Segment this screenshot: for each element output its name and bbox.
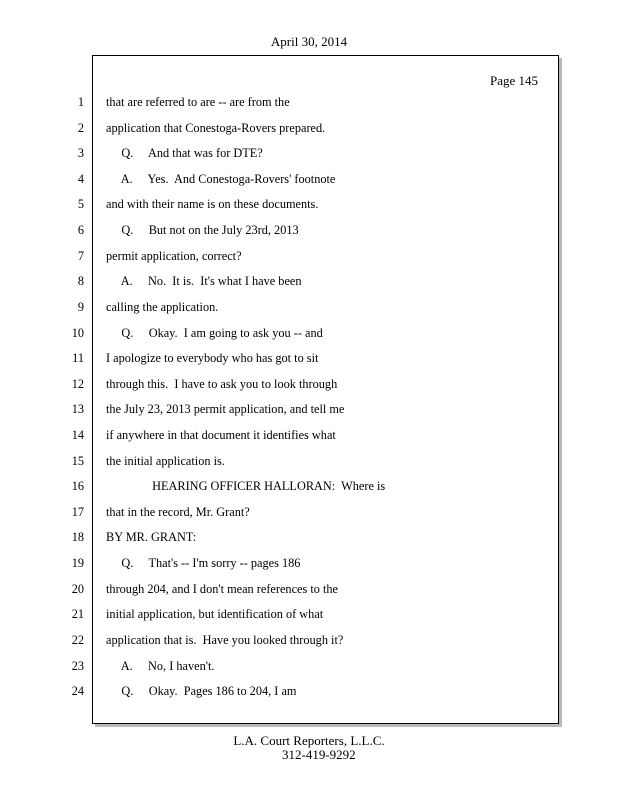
line-text: A. No. It is. It's what I have been [106,274,302,288]
line-number: 12 [71,377,84,391]
transcript-line [0,399,618,419]
transcript-line [0,502,618,522]
line-number: 6 [77,223,84,237]
line-text: I apologize to everybody who has got to sit [106,351,319,365]
line-text: through 204, and I don't mean references to the [106,582,339,596]
line-number: 4 [77,172,84,186]
line-number: 1 [77,95,84,109]
line-text: Q. But not on the July 23rd, 2013 [106,223,299,237]
line-number: 15 [71,454,84,468]
transcript-line [0,476,618,496]
line-text: A. No, I haven't. [106,659,215,673]
line-text: if anywhere in that document it identifies what [106,428,336,442]
transcript-line [0,246,618,266]
transcript-line [0,579,618,599]
line-number: 24 [71,684,84,698]
line-text: HEARING OFFICER HALLORAN: Where is [106,479,386,493]
transcript-line [0,220,618,240]
line-text: and with their name is on these documents. [106,197,319,211]
transcript-line [0,630,618,650]
line-number: 22 [71,633,84,647]
line-number: 16 [71,479,84,493]
line-text: BY MR. GRANT: [106,530,197,544]
transcript-line [0,143,618,163]
line-number: 10 [71,326,84,340]
transcript-line [0,553,618,573]
transcript-line [0,374,618,394]
line-number: 14 [71,428,84,442]
line-number: 13 [71,402,84,416]
line-number: 19 [71,556,84,570]
line-number: 23 [71,659,84,673]
transcript-line [0,348,618,368]
line-number: 18 [71,530,84,544]
transcript-line [0,271,618,291]
line-number: 2 [77,121,84,135]
line-number: 20 [71,582,84,596]
footer-phone: 312-419-9292 [282,747,356,762]
transcript-line [0,297,618,317]
line-text: the July 23, 2013 permit application, and tell me [106,402,345,416]
line-number: 8 [77,274,84,288]
line-text: Q. Okay. I am going to ask you -- and [106,326,323,340]
line-number: 3 [77,146,84,160]
line-number: 9 [77,300,84,314]
line-number: 11 [72,351,84,365]
line-text: through this. I have to ask you to look through [106,377,338,391]
line-text: A. Yes. And Conestoga-Rovers' footnote [106,172,336,186]
line-number: 5 [77,197,84,211]
line-text: the initial application is. [106,454,225,468]
transcript-line [0,451,618,471]
line-text: that are referred to are -- are from the [106,95,290,109]
transcript-line [0,323,618,343]
line-text: Q. And that was for DTE? [106,146,263,160]
line-number: 17 [71,505,84,519]
transcript-line [0,527,618,547]
line-text: calling the application. [106,300,219,314]
line-text: that in the record, Mr. Grant? [106,505,250,519]
transcript-line [0,92,618,112]
line-text: Q. Okay. Pages 186 to 204, I am [106,684,297,698]
line-number: 7 [77,249,84,263]
line-text: Q. That's -- I'm sorry -- pages 186 [106,556,301,570]
transcript-line [0,656,618,676]
transcript-line [0,425,618,445]
transcript-line [0,169,618,189]
line-number: 21 [71,607,84,621]
footer-company: L.A. Court Reporters, L.L.C. [233,733,385,748]
line-text: application that is. Have you looked through it? [106,633,344,647]
line-text: initial application, but identification of what [106,607,324,621]
transcript-line [0,604,618,624]
header-date: April 30, 2014 [270,34,348,49]
transcript-line [0,681,618,701]
transcript-line [0,194,618,214]
transcript-line [0,118,618,138]
line-text: permit application, correct? [106,249,242,263]
page-number: Page 145 [489,73,538,88]
line-text: application that Conestoga-Rovers prepared. [106,121,326,135]
